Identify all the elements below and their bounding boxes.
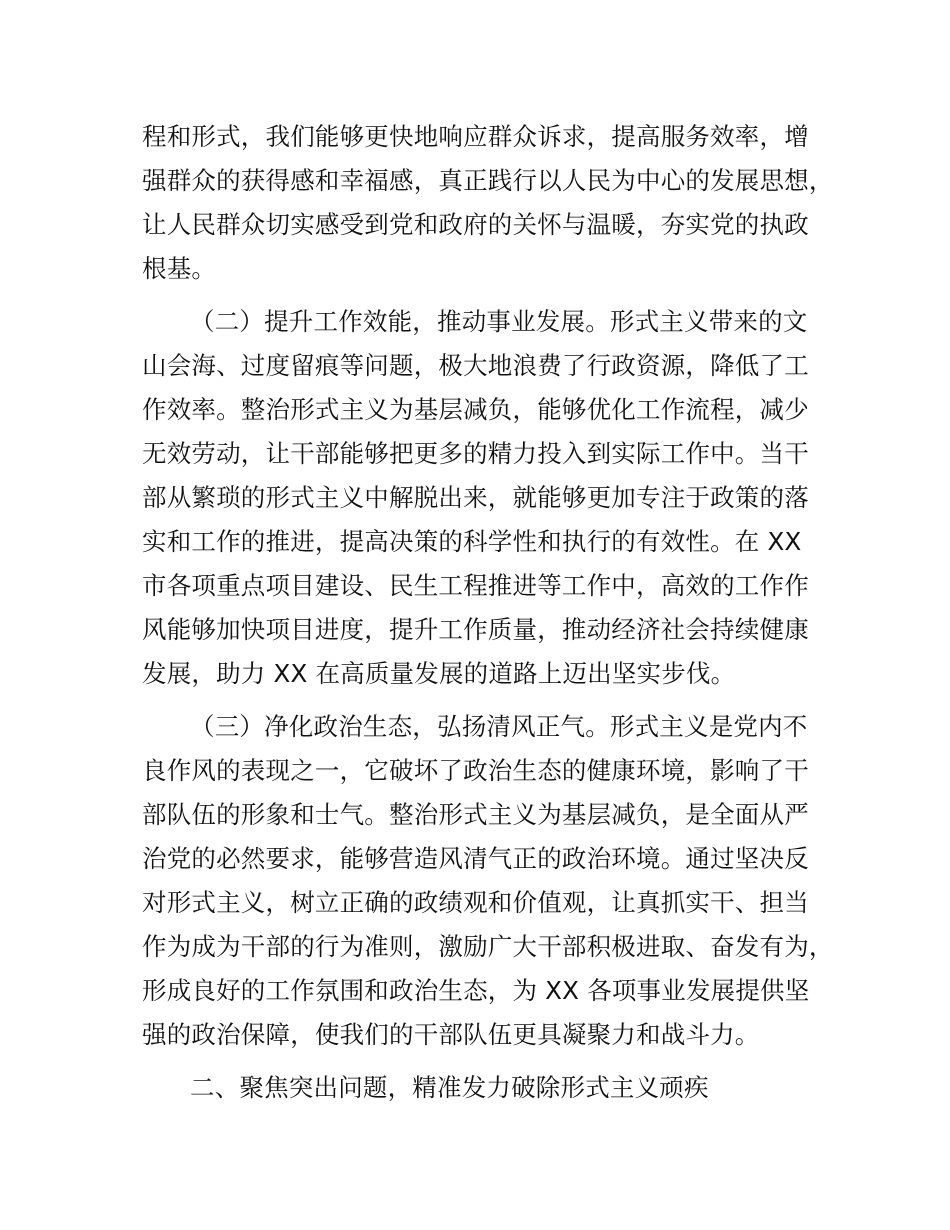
text-line: 良作风的表现之一，它破坏了政治生态的健康环境，影响了干 bbox=[142, 756, 809, 785]
text-line: 形成良好的工作氛围和政治生态，为 XX 各项事业发展提供坚 bbox=[142, 976, 810, 1005]
text-line: 山会海、过度留痕等问题，极大地浪费了行政资源，降低了工 bbox=[142, 351, 809, 380]
text-line: 市各项重点项目建设、民生工程推进等工作中，高效的工作作 bbox=[142, 571, 809, 600]
text-line: 作为成为干部的行为准则，激励广大干部积极进取、奋发有为， bbox=[142, 932, 834, 961]
text-line: 强的政治保障，使我们的干部队伍更具凝聚力和战斗力。 bbox=[142, 1020, 760, 1049]
text-line: 根基。 bbox=[142, 254, 217, 283]
section-heading-3: （三）净化政治生态，弘扬清风正气。形式主义是党内不 bbox=[190, 712, 808, 741]
text-line: 实和工作的推进，提高决策的科学性和执行的有效性。在 XX bbox=[142, 527, 802, 556]
text-line: 部队伍的形象和士气。整治形式主义为基层减负，是全面从严 bbox=[142, 800, 809, 829]
chapter-heading: 二、聚焦突出问题，精准发力破除形式主义顽疾 bbox=[190, 1073, 709, 1102]
text-line: 部从繁琐的形式主义中解脱出来，就能够更加专注于政策的落 bbox=[142, 483, 809, 512]
text-line: 让人民群众切实感受到党和政府的关怀与温暖，夯实党的执政 bbox=[142, 210, 809, 239]
text-line: 治党的必然要求，能够营造风清气正的政治环境。通过坚决反 bbox=[142, 844, 809, 873]
text-line: 对形式主义，树立正确的政绩观和价值观，让真抓实干、担当 bbox=[142, 888, 809, 917]
section-heading-2: （二）提升工作效能，推动事业发展。形式主义带来的文 bbox=[190, 307, 808, 336]
text-line: 程和形式，我们能够更快地响应群众诉求，提高服务效率，增 bbox=[142, 122, 809, 151]
text-line: 发展，助力 XX 在高质量发展的道路上迈出坚实步伐。 bbox=[142, 659, 736, 688]
text-line: 风能够加快项目进度，提升工作质量，推动经济社会持续健康 bbox=[142, 615, 809, 644]
text-line: 强群众的获得感和幸福感，真正践行以人民为中心的发展思想， bbox=[142, 166, 834, 195]
text-line: 作效率。整治形式主义为基层减负，能够优化工作流程，减少 bbox=[142, 395, 809, 424]
text-line: 无效劳动，让干部能够把更多的精力投入到实际工作中。当干 bbox=[142, 439, 809, 468]
